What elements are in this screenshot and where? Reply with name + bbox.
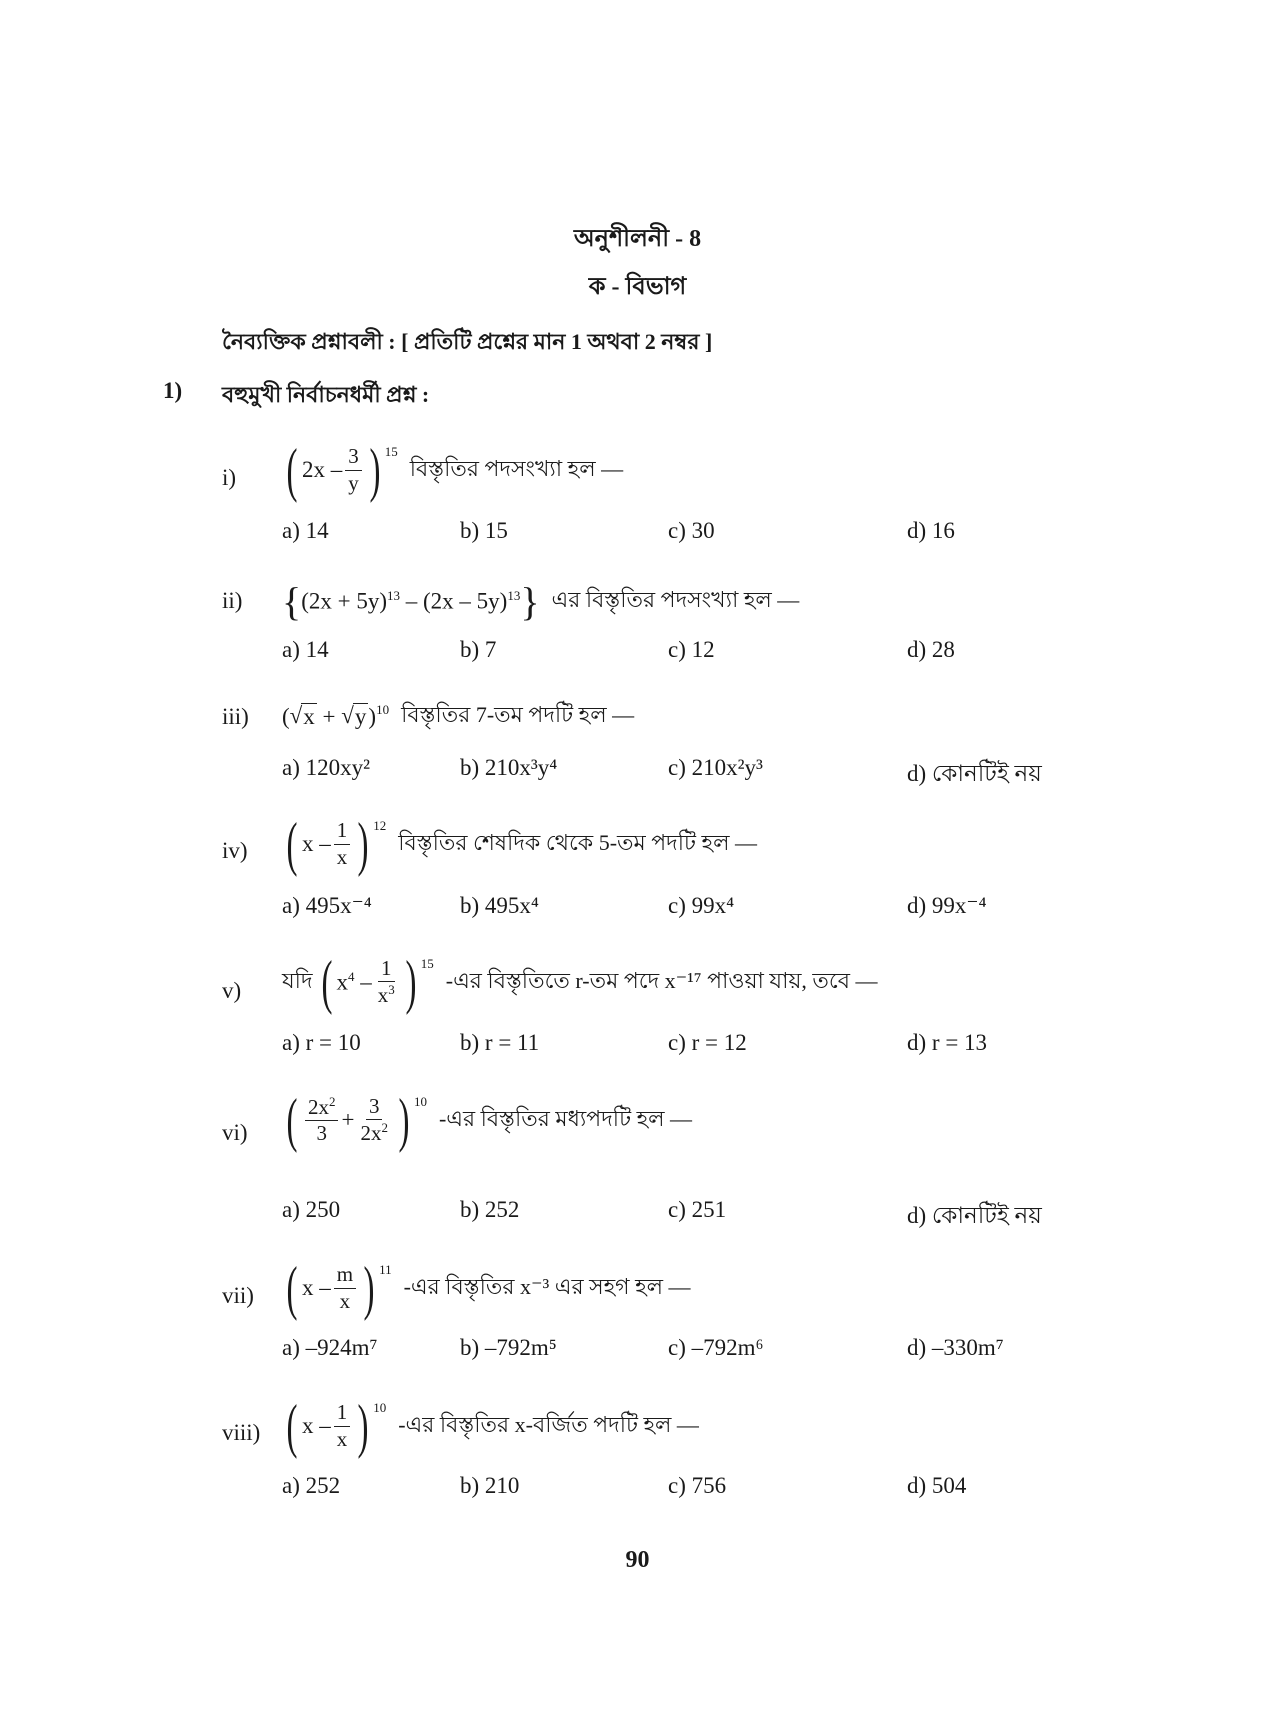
option: b) 210x³y⁴ xyxy=(460,755,558,780)
option: b) 495x⁴ xyxy=(460,893,539,918)
question-label: vii) xyxy=(222,1283,254,1308)
question-text: বিস্তৃতির পদসংখ্যা হল — xyxy=(409,455,624,481)
question-label: iv) xyxy=(222,838,248,863)
question-text: বিস্তৃতির 7-তম পদটি হল — xyxy=(401,702,635,727)
instruction-text: নৈব্যক্তিক প্রশ্নাবলী : [ প্রতিটি প্রশ্নের মান 1 অথবা 2 নম্বর ] xyxy=(222,329,713,354)
question-expression: যদি ( $x^4$ – $\frac{1}{x^3}$ ) 15 -এর বিস্তৃতিতে r-তম পদে x⁻¹⁷ পাওয়া যায়, তবে — xyxy=(282,949,878,1015)
option: c) –792m⁶ xyxy=(668,1335,764,1360)
option: b) –792m⁵ xyxy=(460,1335,557,1360)
option: b) 15 xyxy=(460,518,508,543)
option: c) 12 xyxy=(668,637,715,662)
question-label: ii) xyxy=(222,588,243,613)
question-label: i) xyxy=(222,465,237,490)
option: a) 252 xyxy=(282,1473,341,1498)
option: a) 120xy² xyxy=(282,755,371,780)
option: a) r = 10 xyxy=(282,1030,361,1055)
option: a) 250 xyxy=(282,1197,341,1222)
option: b) 7 xyxy=(460,637,497,662)
option: c) 251 xyxy=(668,1197,727,1222)
option: d) r = 13 xyxy=(907,1030,988,1055)
question-prefix: যদি xyxy=(282,967,313,993)
question-label: vi) xyxy=(222,1120,248,1145)
question-text: -এর বিস্তৃতির মধ্যপদটি হল — xyxy=(438,1105,693,1131)
question-label: viii) xyxy=(222,1420,261,1445)
option: a) 495x⁻⁴ xyxy=(282,893,372,918)
question-expression: ( x – $\frac{1}{x}$ ) 10 -এর বিস্তৃতির x-বর্জিত পদটি হল — xyxy=(286,1393,699,1459)
option: b) 210 xyxy=(460,1473,520,1498)
option: d) কোনটিই নয় xyxy=(907,761,1042,786)
option: a) –924m⁷ xyxy=(282,1335,378,1360)
question-text: বিস্তৃতির শেষদিক থেকে 5-তম পদটি হল — xyxy=(398,829,757,855)
question-label: iii) xyxy=(222,704,249,729)
option: c) 210x²y³ xyxy=(668,755,763,780)
question-expression: ( $\frac{2x^2}{3}$ + $\frac{3}{2x^2}$ ) 10 -এর বিস্তৃতির মধ্যপদটি হল — xyxy=(286,1087,693,1153)
question-expression: ( x – $\frac{m}{x}$ ) 11 -এর বিস্তৃতির x⁻³ এর সহগ হল — xyxy=(286,1255,691,1321)
question-expression: ( 2x – $\frac{3}{y}$ ) 15 বিস্তৃতির পদসংখ্যা হল — xyxy=(286,437,624,503)
option: b) 252 xyxy=(460,1197,520,1222)
question-expression: { $(2x + 5y)^{13} - (2x - 5y)^{13}$ } এর বিস্তৃতির পদসংখ্যা হল — xyxy=(282,579,800,624)
section-title: ক - বিভাগ xyxy=(588,274,687,300)
option: c) 30 xyxy=(668,518,715,543)
question-expression: ( x – $\frac{1}{x}$ ) 12 বিস্তৃতির শেষদিক থেকে 5-তম পদটি হল — xyxy=(286,811,757,877)
question-text: -এর বিস্তৃতির x-বর্জিত পদটি হল — xyxy=(398,1411,699,1437)
option: a) 14 xyxy=(282,637,329,662)
option: c) r = 12 xyxy=(668,1030,747,1055)
option: c) 99x⁴ xyxy=(668,893,735,918)
question-group-heading: বহুমুখী নির্বাচনধর্মী প্রশ্ন : xyxy=(222,382,430,407)
question-label: v) xyxy=(222,978,242,1003)
exercise-title: অনুশীলনী - 8 xyxy=(573,226,702,252)
option: d) 99x⁻⁴ xyxy=(907,893,987,918)
option: d) কোনটিই নয় xyxy=(907,1203,1042,1228)
option: d) 28 xyxy=(907,637,955,662)
page-number: 90 xyxy=(625,1547,650,1573)
option: d) 504 xyxy=(907,1473,967,1498)
question-text: -এর বিস্তৃতির x⁻³ এর সহগ হল — xyxy=(403,1273,691,1299)
option: c) 756 xyxy=(668,1473,727,1498)
question-group-number: 1) xyxy=(163,378,183,403)
question-expression: ( √ x + √ y ) 10 বিস্তৃতির 7-তম পদটি হল — xyxy=(282,698,634,735)
option: b) r = 11 xyxy=(460,1030,540,1055)
question-text: -এর বিস্তৃতিতে r-তম পদে x⁻¹⁷ পাওয়া যায়, তবে — xyxy=(445,967,878,993)
option: a) 14 xyxy=(282,518,329,543)
question-text: এর বিস্তৃতির পদসংখ্যা হল — xyxy=(551,587,800,612)
option: d) 16 xyxy=(907,518,955,543)
option: d) –330m⁷ xyxy=(907,1335,1004,1360)
